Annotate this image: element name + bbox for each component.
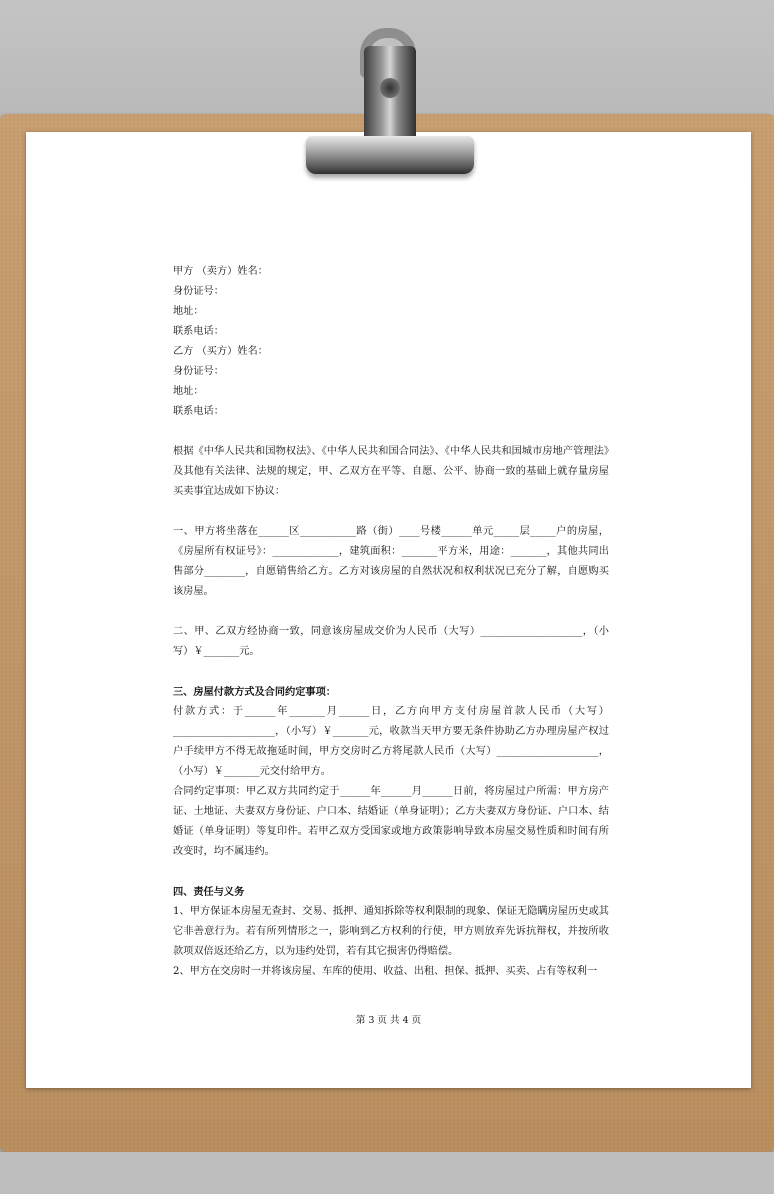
party-a-name: 甲方 （卖方）姓名： (173, 266, 268, 277)
clause-3-title: 三、房屋付款方式及合同约定事项： (173, 686, 336, 698)
clip-rivet (380, 78, 400, 98)
clause-4-item-1: 1、甲方保证本房屋无查封、交易、抵押、通知拆除等权利限制的现象、保证无隐瞒房屋历史或其它非善意行为。若有所列情形之一，影响到乙方权利的行使，甲方则放弃先诉抗辩权，并按所收款项双倍返还给乙方，以为违约处罚，若有其它损害仍得赔偿。 (173, 906, 609, 957)
background-bottom (0, 1152, 774, 1194)
party-a-phone: 联系电话： (173, 326, 224, 337)
party-b-name: 乙方 （买方）姓名： (173, 346, 268, 357)
clause-4-title: 四、责任与义务 (173, 886, 245, 898)
party-b-id: 身份证号： (173, 366, 224, 377)
party-b-address: 地址： (173, 386, 204, 397)
clause-1: 一、甲方将坐落在______区___________路（街）____号楼______单元_____层_____户的房屋，《房屋所有权证号》：_____________，建筑面积：_______平方米，用途：_______，其他共同出售部分________，自愿销售给乙方。乙方对该房屋的自然状况和权利状况已充分了解，自愿购买该房屋。 (173, 526, 609, 597)
clause-4-item-2: 2、甲方在交房时一并将该房屋、车库的使用、收益、出租、担保、抵押、买卖、占有等权利一 (173, 966, 598, 977)
party-b-phone: 联系电话： (173, 406, 224, 417)
paper-sheet (26, 132, 751, 1088)
party-a-id: 身份证号： (173, 286, 224, 297)
clause-2: 二、甲、乙双方经协商一致，同意该房屋成交价为人民币（大写）____________________，（小写）￥_______元。 (173, 626, 609, 657)
clause-3-payment: 付款方式：于______年_______月______日，乙方向甲方支付房屋首款人民币（大写）____________________，（小写）￥_______元，收款当天甲方要无条件协助乙方办理房屋产权过户手续甲方不得无故拖延时间，甲方交房时乙方将尾款人民币（大写）____________________，（小写）￥_______元交付给甲方。 (173, 706, 609, 777)
clause-3-terms: 合同约定事项：甲乙双方共同约定于______年______月______日前，将房屋过户所需：甲方房产证、土地证、夫妻双方身份证、户口本、结婚证（单身证明）；乙方夫妻双方身份证、户口本、结婚证（单身证明）等复印件。若甲乙双方受国家或地方政策影响导致本房屋交易性质和时间有所改变时，均不属违约。 (173, 786, 609, 857)
page-number: 第 3 页 共 4 页 (355, 1015, 422, 1026)
contract-body (173, 262, 609, 982)
binder-clip (306, 28, 474, 176)
clip-jaw (306, 136, 474, 174)
intro-paragraph: 根据《中华人民共和国物权法》、《中华人民共和国合同法》、《中华人民共和国城市房地产管理法》及其他有关法律、法规的规定，甲、乙双方在平等、自愿、公平、协商一致的基础上就存量房屋买卖事宜达成如下协议： (173, 446, 609, 497)
party-a-address: 地址： (173, 306, 204, 317)
